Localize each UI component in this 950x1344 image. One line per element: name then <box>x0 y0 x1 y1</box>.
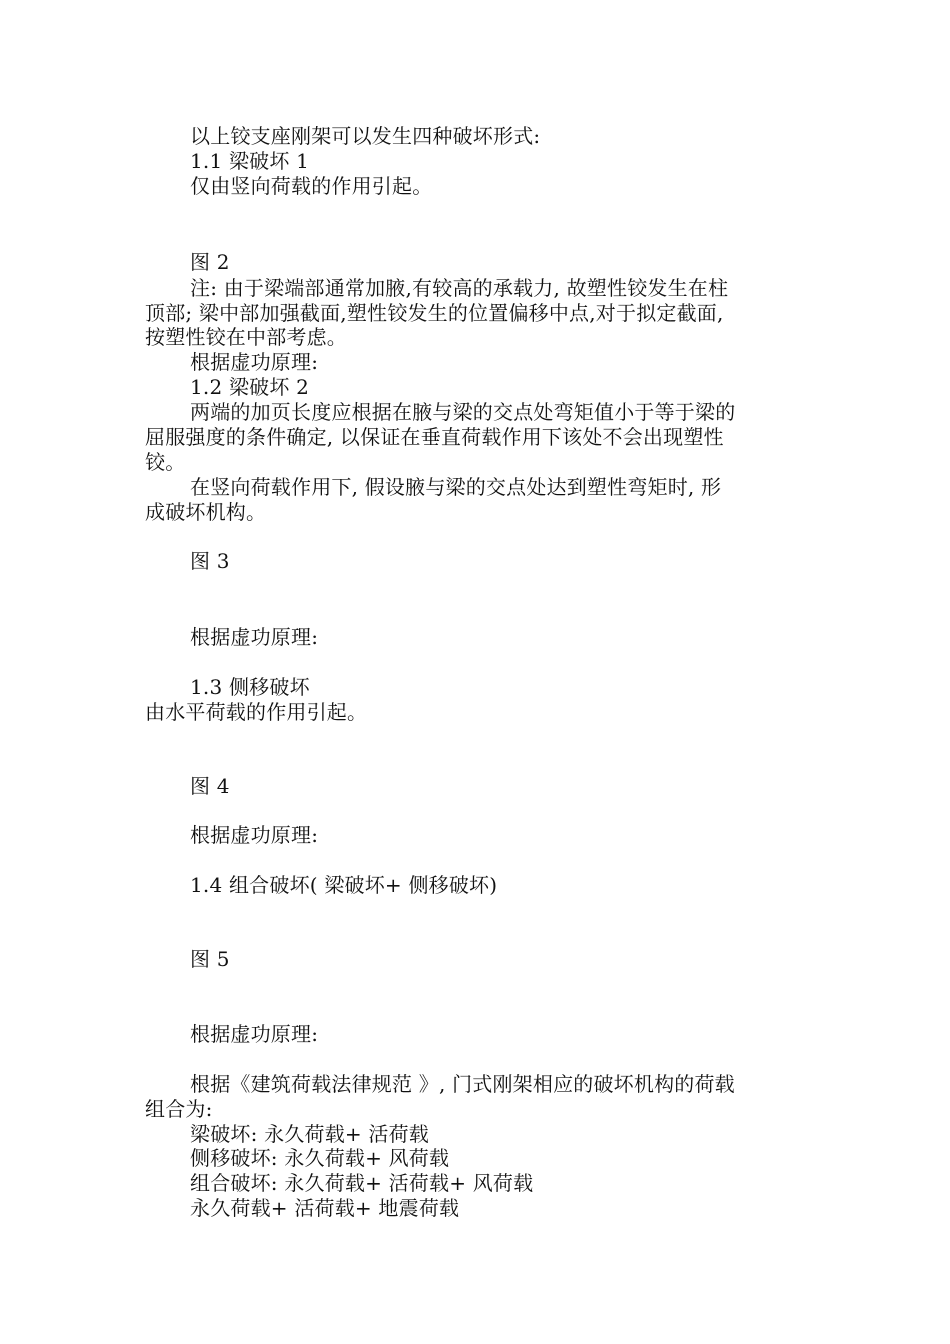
intro-line: 以上铰支座刚架可以发生四种破坏形式: <box>190 124 541 148</box>
note-line: 顶部; 梁中部加强截面,塑性铰发生的位置偏移中点,对于拟定截面, <box>145 301 724 325</box>
paragraph-line: 由水平荷载的作用引起。 <box>145 700 368 724</box>
virtual-work-line: 根据虚功原理: <box>190 823 319 847</box>
section-heading-1-1: 1.1 梁破坏 1 <box>190 149 310 173</box>
paragraph-line: 铰。 <box>145 450 186 474</box>
note-line: 按塑性铰在中部考虑。 <box>145 325 347 349</box>
virtual-work-line: 根据虚功原理: <box>190 1022 319 1046</box>
paragraph-line: 根据《建筑荷载法律规范 》, 门式刚架相应的破坏机构的荷载 <box>190 1072 735 1096</box>
virtual-work-line: 根据虚功原理: <box>190 625 319 649</box>
figure-label-2: 图 2 <box>190 250 230 274</box>
figure-label-4: 图 4 <box>190 774 230 798</box>
virtual-work-line: 根据虚功原理: <box>190 350 319 374</box>
section-heading-1-3: 1.3 侧移破坏 <box>190 675 310 699</box>
paragraph-line: 两端的加页长度应根据在腋与梁的交点处弯矩值小于等于梁的 <box>190 400 736 424</box>
paragraph-line: 屈服强度的条件确定, 以保证在垂直荷载作用下该处不会出现塑性 <box>145 425 724 449</box>
figure-label-5: 图 5 <box>190 947 230 971</box>
load-combination-line: 梁破坏: 永久荷载+ 活荷载 <box>190 1122 430 1146</box>
paragraph-line: 成破坏机构。 <box>145 500 267 524</box>
paragraph-line: 在竖向荷载作用下, 假设腋与梁的交点处达到塑性弯矩时, 形 <box>190 475 722 499</box>
load-combination-line: 永久荷载+ 活荷载+ 地震荷载 <box>190 1196 460 1220</box>
section-heading-1-2: 1.2 梁破坏 2 <box>190 375 310 399</box>
load-combination-line: 组合破坏: 永久荷载+ 活荷载+ 风荷载 <box>190 1171 534 1195</box>
note-line: 注: 由于梁端部通常加腋,有较高的承载力, 故塑性铰发生在柱 <box>190 276 729 300</box>
paragraph-line: 仅由竖向荷载的作用引起。 <box>190 174 433 198</box>
paragraph-line: 组合为: <box>145 1097 213 1121</box>
section-heading-1-4: 1.4 组合破坏( 梁破坏+ 侧移破坏) <box>190 873 498 897</box>
figure-label-3: 图 3 <box>190 549 230 573</box>
load-combination-line: 侧移破坏: 永久荷载+ 风荷载 <box>190 1146 450 1170</box>
